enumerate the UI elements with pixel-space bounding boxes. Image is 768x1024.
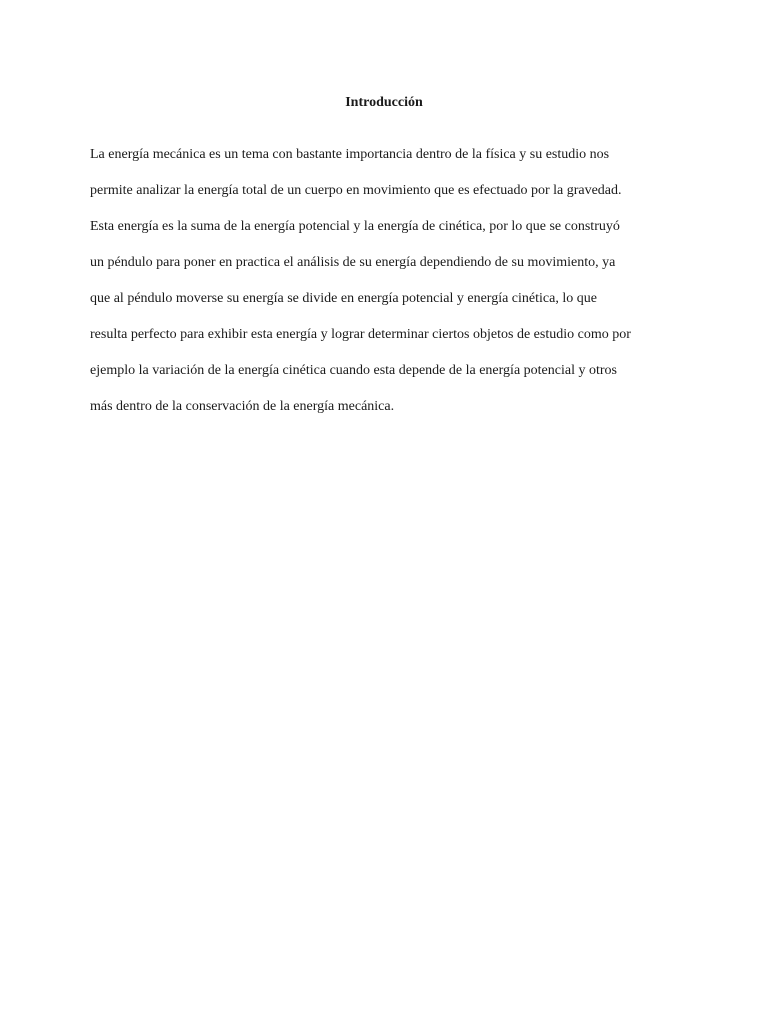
paragraph-line: resulta perfecto para exhibir esta energía y lograr determinar ciertos objetos de estudio como por: [90, 327, 631, 342]
paragraph-line: permite analizar la energía total de un cuerpo en movimiento que es efectuado por la gravedad.: [90, 183, 622, 198]
page-title: Introducción: [345, 95, 423, 110]
paragraph-line: un péndulo para poner en practica el análisis de su energía dependiendo de su movimiento, ya: [90, 255, 616, 270]
paragraph-line: La energía mecánica es un tema con bastante importancia dentro de la física y su estudio nos: [90, 147, 610, 162]
paragraph-line: Esta energía es la suma de la energía potencial y la energía de cinética, por lo que se construyó: [90, 219, 620, 234]
paragraph-line: que al péndulo moverse su energía se divide en energía potencial y energía cinética, lo que: [90, 291, 597, 306]
paragraph-line: ejemplo la variación de la energía cinética cuando esta depende de la energía potencial y otros: [90, 363, 617, 378]
paragraph-line: más dentro de la conservación de la energía mecánica.: [90, 399, 395, 414]
body-paragraph: [90, 137, 680, 425]
